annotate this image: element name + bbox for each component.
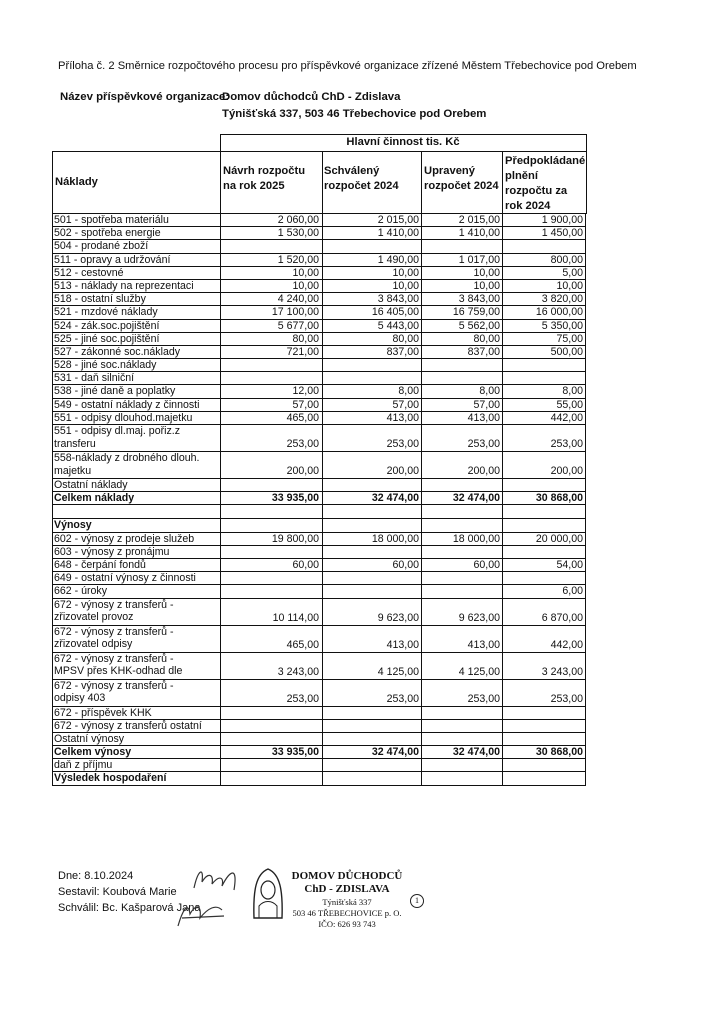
row-value-col-2: 4 125,00	[377, 665, 419, 678]
table-row	[52, 479, 586, 492]
row-value-col-3: 60,00	[473, 558, 500, 571]
org-name: Domov důchodců ChD - Zdislava	[222, 91, 401, 103]
row-label: Ostatní výnosy	[54, 732, 125, 745]
col-header-schvaleny: Schválený rozpočet 2024	[324, 165, 399, 192]
row-value-col-4: 1 450,00	[541, 227, 583, 240]
row-value-col-2: 8,00	[398, 385, 419, 398]
budget-table	[52, 213, 586, 786]
table-row	[52, 759, 586, 772]
row-value-col-1: 1 520,00	[277, 253, 319, 266]
table-row	[52, 772, 586, 785]
stamp-line-4: 503 46 TŘEBECHOVICE p. O.	[292, 908, 402, 918]
column-header-divider-3	[421, 151, 422, 213]
table-row	[52, 240, 586, 253]
row-label: 524 - zák.soc.pojištění	[54, 319, 160, 332]
row-value-col-3: 9 623,00	[458, 611, 500, 624]
row-value-col-2: 413,00	[386, 411, 419, 424]
row-value-col-2: 32 474,00	[371, 746, 419, 759]
row-label: 525 - jiné soc.pojištění	[54, 332, 160, 345]
column-header-divider-1	[220, 151, 221, 213]
row-value-col-2: 10,00	[392, 279, 419, 292]
table-row	[52, 254, 586, 267]
row-value-col-1: 1 530,00	[277, 227, 319, 240]
row-value-col-3: 253,00	[467, 692, 500, 705]
table-row	[52, 585, 586, 598]
stamp-line-3: Týnišťská 337	[322, 897, 372, 907]
row-label: 648 - čerpání fondů	[54, 558, 146, 571]
row-label: 649 - ostatní výnosy z činnosti	[54, 572, 196, 585]
table-row	[52, 452, 586, 479]
row-label: 672 - výnosy z transferů - zřizovatel provoz	[54, 598, 174, 624]
stamp-line-5: IČO: 626 93 743	[318, 919, 376, 929]
row-label: Výsledek hospodaření	[54, 772, 167, 785]
row-value-col-2: 1 490,00	[377, 253, 419, 266]
row-value-col-2: 2 015,00	[377, 214, 419, 226]
table-row	[52, 733, 586, 746]
table-row	[52, 425, 586, 452]
table-row	[52, 707, 586, 720]
row-value-col-4: 10,00	[556, 279, 583, 292]
table-row	[52, 372, 586, 385]
row-value-col-2: 80,00	[392, 332, 419, 345]
row-value-col-1: 2 060,00	[277, 214, 319, 226]
signature-koubova	[190, 860, 250, 896]
table-row	[52, 214, 586, 227]
table-row	[52, 559, 586, 572]
table-row	[52, 653, 586, 680]
row-value-col-1: 60,00	[292, 558, 319, 571]
row-value-col-1: 3 243,00	[277, 665, 319, 678]
row-value-col-1: 33 935,00	[271, 492, 319, 505]
row-value-col-1: 17 100,00	[271, 306, 319, 319]
footer-approved-by: Schválil: Bc. Kašparová Jana	[58, 902, 201, 914]
row-value-col-3: 413,00	[467, 411, 500, 424]
footer-prepared-by: Sestavil: Koubová Marie	[58, 886, 177, 898]
row-value-col-3: 16 759,00	[452, 306, 500, 319]
row-value-col-2: 837,00	[386, 345, 419, 358]
row-label: 558-náklady z drobného dlouh. majetku	[54, 452, 200, 477]
stamp-line-2: ChD - ZDISLAVA	[304, 883, 390, 895]
row-value-col-1: 465,00	[286, 638, 319, 651]
row-value-col-3: 80,00	[473, 332, 500, 345]
table-row	[52, 505, 586, 519]
table-row	[52, 333, 586, 346]
row-value-col-4: 442,00	[550, 638, 583, 651]
row-value-col-2: 253,00	[386, 692, 419, 705]
table-row	[52, 746, 586, 759]
table-row	[52, 227, 586, 240]
row-label: 528 - jiné soc.náklady	[54, 359, 157, 372]
row-value-col-1: 33 935,00	[271, 746, 319, 759]
page-header-line: Příloha č. 2 Směrnice rozpočtového procesu pro příspěvkové organizace zřízené Městem Třebechovice pod Orebem	[58, 60, 637, 72]
table-row	[52, 293, 586, 306]
col-header-navrh: Návrh rozpočtu na rok 2025	[223, 165, 306, 192]
row-label: 672 - výnosy z transferů - zřizovatel odpisy	[54, 625, 174, 651]
row-label: 501 - spotřeba materiálu	[54, 214, 169, 226]
table-row	[52, 359, 586, 372]
footer-date: Dne: 8.10.2024	[58, 870, 134, 882]
row-label: 672 - výnosy z transferů ostatní	[54, 719, 202, 732]
table-row	[52, 533, 586, 546]
row-value-col-3: 18 000,00	[452, 532, 500, 545]
row-value-col-1: 10,00	[292, 266, 319, 279]
row-value-col-2: 18 000,00	[371, 532, 419, 545]
table-row	[52, 280, 586, 293]
row-value-col-4: 5,00	[562, 266, 583, 279]
row-value-col-2: 200,00	[386, 465, 419, 477]
row-label: 513 - náklady na reprezentaci	[54, 279, 194, 292]
row-value-col-2: 253,00	[386, 438, 419, 450]
row-label: Celkem výnosy	[54, 746, 132, 759]
table-row	[52, 492, 586, 505]
table-row	[52, 346, 586, 359]
row-value-col-1: 5 677,00	[277, 319, 319, 332]
row-value-col-4: 54,00	[556, 558, 583, 571]
table-row	[52, 626, 586, 653]
row-label: Ostatní náklady	[54, 479, 128, 491]
row-value-col-3: 200,00	[467, 465, 500, 477]
row-value-col-4: 500,00	[550, 345, 583, 358]
row-value-col-1: 200,00	[286, 465, 319, 477]
table-row	[52, 519, 586, 532]
row-value-col-2: 10,00	[392, 266, 419, 279]
row-value-col-4: 20 000,00	[535, 532, 583, 545]
column-header-divider-2	[322, 151, 323, 213]
row-label: 672 - výnosy z transferů - MPSV přes KHK-odhad dle	[54, 652, 183, 678]
row-value-col-4: 253,00	[550, 438, 583, 450]
row-value-col-3: 4 125,00	[458, 665, 500, 678]
row-value-col-1: 10 114,00	[272, 611, 319, 624]
row-label: 603 - výnosy z pronájmu	[54, 545, 170, 558]
row-value-col-3: 2 015,00	[458, 214, 500, 226]
row-value-col-4: 30 868,00	[535, 492, 583, 505]
row-label: 672 - příspěvek KHK	[54, 706, 152, 719]
row-label: 538 - jiné daně a poplatky	[54, 385, 176, 398]
row-value-col-2: 9 623,00	[377, 611, 419, 624]
row-value-col-3: 253,00	[467, 438, 500, 450]
row-label: Výnosy	[54, 519, 92, 532]
row-value-col-4: 8,00	[562, 385, 583, 398]
row-label: 662 - úroky	[54, 585, 107, 598]
row-value-col-1: 253,00	[286, 438, 319, 450]
row-label: 518 - ostatní služby	[54, 293, 146, 306]
row-value-col-3: 10,00	[473, 266, 500, 279]
row-value-col-4: 75,00	[556, 332, 583, 345]
row-label: 502 - spotřeba energie	[54, 227, 161, 240]
row-value-col-1: 80,00	[292, 332, 319, 345]
row-label: Celkem náklady	[54, 492, 135, 505]
row-label: 512 - cestovné	[54, 266, 124, 279]
row-value-col-1: 253,00	[286, 692, 319, 705]
row-value-col-2: 3 843,00	[377, 293, 419, 306]
row-value-col-1: 721,00	[286, 345, 319, 358]
row-label: 672 - výnosy z transferů - odpisy 403	[54, 679, 174, 705]
row-label: 551 - odpisy dl.maj. pořiz.z transferu	[54, 425, 181, 450]
row-value-col-3: 3 843,00	[458, 293, 500, 306]
row-value-col-1: 465,00	[286, 411, 319, 424]
row-value-col-3: 32 474,00	[452, 746, 500, 759]
row-value-col-2: 413,00	[386, 638, 419, 651]
row-value-col-4: 200,00	[550, 465, 583, 477]
table-row	[52, 385, 586, 398]
row-value-col-2: 1 410,00	[377, 227, 419, 240]
row-value-col-1: 19 800,00	[271, 532, 319, 545]
table-row	[52, 412, 586, 425]
row-value-col-3: 8,00	[479, 385, 500, 398]
row-value-col-2: 5 443,00	[377, 319, 419, 332]
row-label: 531 - daň silniční	[54, 372, 135, 385]
signature-kasparova	[172, 892, 232, 932]
row-value-col-4: 3 243,00	[541, 665, 583, 678]
table-row	[52, 546, 586, 559]
table-row	[52, 399, 586, 412]
stamp-line-1: DOMOV DŮCHODCŮ	[291, 870, 403, 882]
row-label: 504 - prodané zboží	[54, 240, 149, 253]
row-value-col-3: 413,00	[467, 638, 500, 651]
row-value-col-4: 3 820,00	[541, 293, 583, 306]
row-label: 527 - zákonné soc.náklady	[54, 345, 181, 358]
row-label: 602 - výnosy z prodeje služeb	[54, 532, 195, 545]
row-value-col-4: 253,00	[550, 692, 583, 705]
row-value-col-3: 837,00	[467, 345, 500, 358]
row-value-col-2: 16 405,00	[371, 306, 419, 319]
row-value-col-4: 30 868,00	[535, 746, 583, 759]
group-header-label: Hlavní činnost tis. Kč	[346, 136, 460, 148]
column-header-divider-4	[502, 151, 503, 213]
col-header-upraveny: Upravený rozpočet 2024	[424, 165, 499, 192]
org-label: Název příspěvkové organizace:	[60, 91, 230, 103]
row-value-col-3: 1 017,00	[458, 253, 500, 266]
row-value-col-4: 55,00	[556, 398, 583, 411]
row-value-col-4: 1 900,00	[541, 214, 583, 226]
table-row	[52, 320, 586, 333]
row-value-col-4: 16 000,00	[535, 306, 583, 319]
row-value-col-1: 4 240,00	[277, 293, 319, 306]
row-value-col-2: 60,00	[392, 558, 419, 571]
row-value-col-2: 32 474,00	[371, 492, 419, 505]
row-value-col-3: 57,00	[473, 398, 500, 411]
stamp-mark: 1	[410, 894, 424, 908]
row-value-col-4: 6 870,00	[541, 611, 583, 624]
row-value-col-4: 800,00	[550, 253, 583, 266]
table-row	[52, 720, 586, 733]
table-row	[52, 599, 586, 626]
table-row	[52, 267, 586, 280]
row-value-col-1: 12,00	[292, 385, 319, 398]
col-header-predpokladane: Předpokládané plnění rozpočtu za rok 2024	[505, 155, 586, 212]
table-row	[52, 306, 586, 319]
row-value-col-4: 442,00	[550, 411, 583, 424]
row-value-col-1: 10,00	[292, 279, 319, 292]
row-label: 521 - mzdové náklady	[54, 306, 158, 319]
table-row	[52, 572, 586, 585]
row-value-col-2: 57,00	[392, 398, 419, 411]
row-value-col-3: 1 410,00	[458, 227, 500, 240]
row-label: daň z příjmu	[54, 759, 113, 772]
col-header-naklady: Náklady	[55, 176, 98, 188]
row-label: 511 - opravy a udržování	[54, 253, 171, 266]
table-row	[52, 680, 586, 707]
row-value-col-4: 6,00	[562, 585, 583, 598]
row-value-col-3: 10,00	[473, 279, 500, 292]
org-address: Týnišťská 337, 503 46 Třebechovice pod Orebem	[222, 108, 487, 120]
row-label: 549 - ostatní náklady z činnosti	[54, 398, 200, 411]
row-value-col-3: 5 562,00	[458, 319, 500, 332]
row-value-col-4: 5 350,00	[541, 319, 583, 332]
row-value-col-1: 57,00	[292, 398, 319, 411]
row-value-col-3: 32 474,00	[452, 492, 500, 505]
stamp-saint-image	[250, 866, 286, 922]
row-label: 551 - odpisy dlouhod.majetku	[54, 411, 193, 424]
